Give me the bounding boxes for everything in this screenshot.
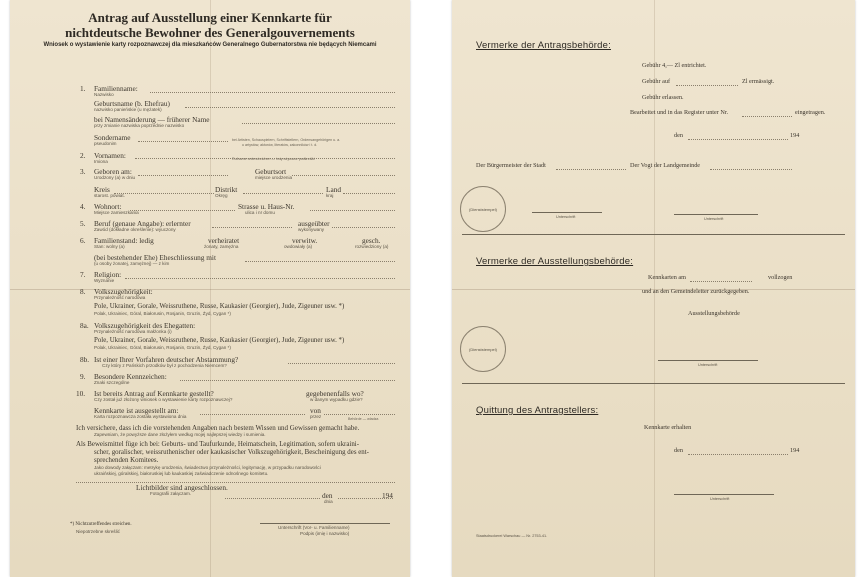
field-volkszugehoerigkeit-ehegatte: 8a. Volkszugehörigkeit des Ehegatten: xyxy=(80,321,196,330)
field-religion: 7. Religion: xyxy=(80,270,122,279)
field-volkszugehoerigkeit-pl: Przynależność narodowa xyxy=(94,295,146,300)
application-form-front xyxy=(10,0,410,577)
field-von: von xyxy=(310,406,321,415)
evidence-text-pl-1: Jako dowody załączam: metrykę urodzenia, świadectwo przynależności, legitymację, w przypadku narodowości xyxy=(94,465,321,470)
field-volkszugehoerigkeit: 8. Volkszugehörigkeit: xyxy=(80,287,153,296)
declaration-text: Ich versichere, dass ich die vorstehenden Angaben nach bestem Wissen und Gewissen gemacht habe. xyxy=(76,424,360,432)
date-line xyxy=(688,139,788,140)
evidence-line xyxy=(76,482,395,483)
field-geboren-am: 3. Geboren am: xyxy=(80,167,132,176)
field-vornamen: 2. Vornamen: xyxy=(80,151,126,160)
field-sondername: Sondername xyxy=(94,133,131,142)
field-beruf-pl: Zawód (dokładne określenie): wyuczony xyxy=(94,227,176,232)
field-land-pl: kraj xyxy=(326,193,334,198)
field-wohnort-pl: Miejsce zamieszkania xyxy=(94,210,139,215)
field-lichtbilder: Lichtbilder sind angeschlossen. xyxy=(136,483,228,492)
distrikt-line xyxy=(243,193,323,194)
signature-label-vogt: Unterschrift xyxy=(704,217,724,221)
field-eheschliessung-pl: (u osoby żonatej, zamężnej) — z kim xyxy=(94,261,170,266)
field-namensaenderung: bei Namensänderung — früherer Name xyxy=(94,115,210,124)
signature-line-mayor xyxy=(532,212,602,213)
von-line xyxy=(324,414,395,415)
field-wohnort: 4. Wohnort: xyxy=(80,202,122,211)
field-kreis-pl: starost. powiat. xyxy=(94,193,125,198)
field-kennkarte-ausgestellt-pl: Karta rozpoznawcza została wystawiona dnia xyxy=(94,414,187,419)
volkszugehoerigkeit-ehegatte-options: Pole, Ukrainer, Gorale, Weissruthene, Russe, Kaukasier (Georgier), Jude, Zigeuner usw. *) xyxy=(94,337,345,344)
evidence-text-3: sprechenden Komitees. xyxy=(94,457,159,464)
form-title-polish: Wniosek o wystawienie karty rozpoznawczej dla mieszkańców Generalnego Gubernatorstwa nie będących Niemcami xyxy=(43,42,377,48)
field-familienname-pl: Nazwisko xyxy=(94,92,114,97)
field-distrikt-pl: Okręg xyxy=(215,193,228,198)
field-land: Land xyxy=(326,185,341,194)
strasse-line xyxy=(310,210,395,211)
section-divider xyxy=(462,234,845,235)
fee-reduced-line xyxy=(676,85,738,86)
evidence-text-pl-2: ukraińskiej, góralskiej, białoruskiej lub kaukaskiej zaświadczenie odnośnego komitetu. xyxy=(94,471,269,476)
receipt-date-label: den xyxy=(674,447,683,454)
receipt-year: 194 xyxy=(790,447,800,454)
evidence-text-1: Als Beweismittel füge ich bei: Geburts- und Taufurkunde, Heimatschein, Legitimation, sofern ukraini- xyxy=(76,441,359,448)
field-antrag-gestellt: 10. Ist bereits Antrag auf Kennkarte gestellt? xyxy=(76,389,214,398)
kreis-line xyxy=(114,193,214,194)
field-volkszugehoerigkeit-ehegatte-pl: Przynależność narodowa małżonka (i) xyxy=(94,329,172,334)
field-verheiratet-pl: żonaty, zamężna xyxy=(204,244,239,249)
field-familienname: 1. Familienname: xyxy=(80,84,138,93)
land-line xyxy=(343,193,395,194)
familienname-line xyxy=(150,92,395,93)
volkszugehoerigkeit-options-pl: Polak, Ukrainiec, Góral, Białorusin, Rosjanin, Gruzin, Żyd, Cygan *) xyxy=(94,311,231,316)
issuing-authority-label: Ausstellungsbehörde xyxy=(688,310,740,317)
field-familienstand-pl: Stan: wolny (a) xyxy=(94,244,125,249)
namensaenderung-line xyxy=(242,123,395,124)
form-title-line1: Antrag auf Ausstellung einer Kennkarte für xyxy=(88,10,332,25)
signature-label-mayor: Unterschrift xyxy=(556,215,576,219)
vogt-label: Der Vogt der Landgemeinde xyxy=(630,162,701,169)
printer-imprint: Staatsdruckerei Warschau — Nr. 2753-41. xyxy=(476,534,548,538)
signature-line-applicant xyxy=(674,494,774,495)
fee-waived: Gebühr erlassen. xyxy=(642,94,684,101)
signature-line-authority xyxy=(658,360,758,361)
field-namensaenderung-pl: przy zmianie nazwiska poprzednie nazwisko xyxy=(94,123,185,128)
official-stamp-placeholder-2: (Dienststempel) xyxy=(460,326,506,372)
field-gegebenenfalls-pl: w danym wypadku gdzie? xyxy=(310,397,363,402)
signature-label-applicant: Unterschrift xyxy=(710,497,730,501)
field-familienstand: 6. Familienstand: ledig xyxy=(80,236,154,245)
geburtsort-line xyxy=(292,175,395,176)
field-verwitwet: verwitw. xyxy=(292,236,318,245)
field-verheiratet: verheiratet xyxy=(208,236,240,245)
kennzeichen-line xyxy=(180,380,395,381)
field-beruf: 5. Beruf (genaue Angabe): erlernter xyxy=(80,219,191,228)
vorfahren-line xyxy=(288,363,395,364)
kennkarte-ausgestellt-line xyxy=(200,414,305,415)
registered-suffix: eingetragen. xyxy=(795,109,826,116)
field-year: 194 xyxy=(382,491,393,500)
received-label: Kennkarte erhalten xyxy=(644,424,692,431)
field-den-pl: dnia xyxy=(324,499,333,504)
volkszugehoerigkeit-ehegatte-options-pl: Polak, Ukrainiec, Góral, Białorusin, Rosjanin, Gruzin, Żyd, Cygan *) xyxy=(94,345,231,350)
field-sondername-pl: pseudonim xyxy=(94,141,117,146)
field-antrag-gestellt-pl: Czy został już złożony wniosek o wystawienie karty rozpoznawczej? xyxy=(94,397,233,402)
field-vorfahren: 8b. Ist einer Ihrer Vorfahren deutscher Abstammung? xyxy=(80,355,239,364)
registered-label: Bearbeitet und in das Register unter Nr. xyxy=(630,109,729,116)
mayor-line xyxy=(556,169,626,170)
fee-paid: Gebühr 4,— Zl entrichtet. xyxy=(642,62,707,69)
field-distrikt: Distrikt xyxy=(215,185,238,194)
field-lichtbilder-pl: Fotografii załączam. xyxy=(150,491,192,496)
signature-label-authority: Unterschrift xyxy=(698,363,718,367)
declaration-text-pl: Zapewniam, że powyższe dane złożyłem według mojej najlepszej wiedzy i sumienia. xyxy=(94,432,266,437)
mayor-label: Der Bürgermeister der Stadt xyxy=(476,162,546,169)
sondername-line xyxy=(138,141,228,142)
field-geburtsname-pl: nazwisko panieńskie (u mężatek) xyxy=(94,107,162,112)
geburtsname-line xyxy=(185,107,395,108)
field-kennkarte-ausgestellt: Kennkarte ist ausgestellt am: xyxy=(94,406,179,415)
footnote-pl: Niepotrzebne skreślić xyxy=(76,529,120,534)
field-geburtsort-pl: miejsce urodzenia xyxy=(255,175,293,180)
eheschliessung-line xyxy=(245,261,395,262)
field-geschieden-pl: rozwiedziony (a) xyxy=(355,244,389,249)
geboren-am-line xyxy=(138,175,228,176)
beruf-line xyxy=(212,227,292,228)
evidence-text-2: scher, goralischer, weissruthenischer oder kaukasischer Volkszugehörigkeit, Bescheinigung des ent- xyxy=(94,449,369,456)
issued-suffix: vollzogen xyxy=(768,274,793,281)
footnote: *) Nichtzutreffendes streichen. xyxy=(70,522,132,527)
field-geboren-am-pl: Urodzony (a) w dniu xyxy=(94,175,136,180)
issued-label: Kennkarten am xyxy=(648,274,686,281)
field-ausgeubter: ausgeübter xyxy=(298,219,330,228)
field-strasse-pl: ulica i nr domu xyxy=(245,210,275,215)
vogt-line xyxy=(710,169,792,170)
form-title-line2: nichtdeutsche Bewohner des Generalgouvernements xyxy=(65,25,355,40)
fee-reduced-suffix: Zl ermässigt. xyxy=(742,78,775,85)
section-divider xyxy=(462,383,845,384)
fee-reduced-label: Gebühr auf xyxy=(642,78,671,85)
field-kennzeichen: 9. Besondere Kennzeichen: xyxy=(80,372,167,381)
volkszugehoerigkeit-options: Pole, Ukrainer, Gorale, Weissruthene, Russe, Kaukasier (Georgier), Jude, Zigeuner usw. *) xyxy=(94,303,345,310)
field-vornamen-pl: Imiona xyxy=(94,159,108,164)
official-stamp-placeholder: (Dienststempel) xyxy=(460,186,506,232)
field-verwitwet-pl: owdowiały (a) xyxy=(284,244,313,249)
application-form-back xyxy=(452,0,855,577)
sondername-note-pl: u artystów, aktorów, literatów, zakonników i t. d. xyxy=(242,143,318,147)
place-line xyxy=(225,498,320,499)
date-year: 194 xyxy=(790,132,800,139)
field-geburtsort: Geburtsort xyxy=(255,167,287,176)
vornamen-note: Rufname unterstreichen — imię używane podkreślić xyxy=(232,157,315,161)
signature-label-pl: Podpis (imię i nazwisko) xyxy=(300,531,350,536)
receipt-date-line xyxy=(688,454,788,455)
signature-label: Unterschrift (Vor- u. Familienname) xyxy=(278,525,350,530)
date-label: den xyxy=(674,132,683,139)
heading-antragsbehoerde: Vermerke der Antragsbehörde: xyxy=(476,40,611,51)
field-geschieden: gesch. xyxy=(362,236,381,245)
field-vorfahren-pl: Czy który z Pańskich przodków był z pochodzenia Niemcem? xyxy=(102,363,227,368)
register-number-line xyxy=(742,116,792,117)
issued-date-line xyxy=(690,281,752,282)
heading-ausstellungsbehoerde: Vermerke der Ausstellungsbehörde: xyxy=(476,256,634,267)
field-kennzeichen-pl: Znaki szczególne xyxy=(94,380,130,385)
religion-line xyxy=(125,278,395,279)
returned-text: und an den Gemeindeleiter zurückgegeben. xyxy=(642,288,750,295)
field-kreis: Kreis xyxy=(94,185,110,194)
field-den: den xyxy=(322,491,333,500)
vornamen-line xyxy=(135,158,395,159)
heading-quittung: Quittung des Antragstellers: xyxy=(476,405,599,416)
field-gegebenenfalls: gegebenenfalls wo? xyxy=(306,389,364,398)
signature-line xyxy=(260,523,390,524)
field-strasse: Strasse u. Haus-Nr. xyxy=(238,202,295,211)
field-ausgeubter-pl: wykonywany xyxy=(298,227,325,232)
signature-line-vogt xyxy=(674,214,758,215)
ausgeubter-line xyxy=(332,227,395,228)
field-von-pl: przez xyxy=(310,414,322,419)
field-religion-pl: Wyznanie xyxy=(94,278,115,283)
behoerde-note: Behörde — władza xyxy=(348,417,379,421)
field-eheschliessung: (bei bestehender Ehe) Eheschliessung mit xyxy=(94,253,216,262)
field-geburtsname: Geburtsname (b. Ehefrau) xyxy=(94,99,170,108)
wohnort-line xyxy=(130,210,235,211)
sondername-note: bei Artisten, Schauspielern, Schriftstellern, Ordensangehörigen u. a. xyxy=(232,138,341,142)
